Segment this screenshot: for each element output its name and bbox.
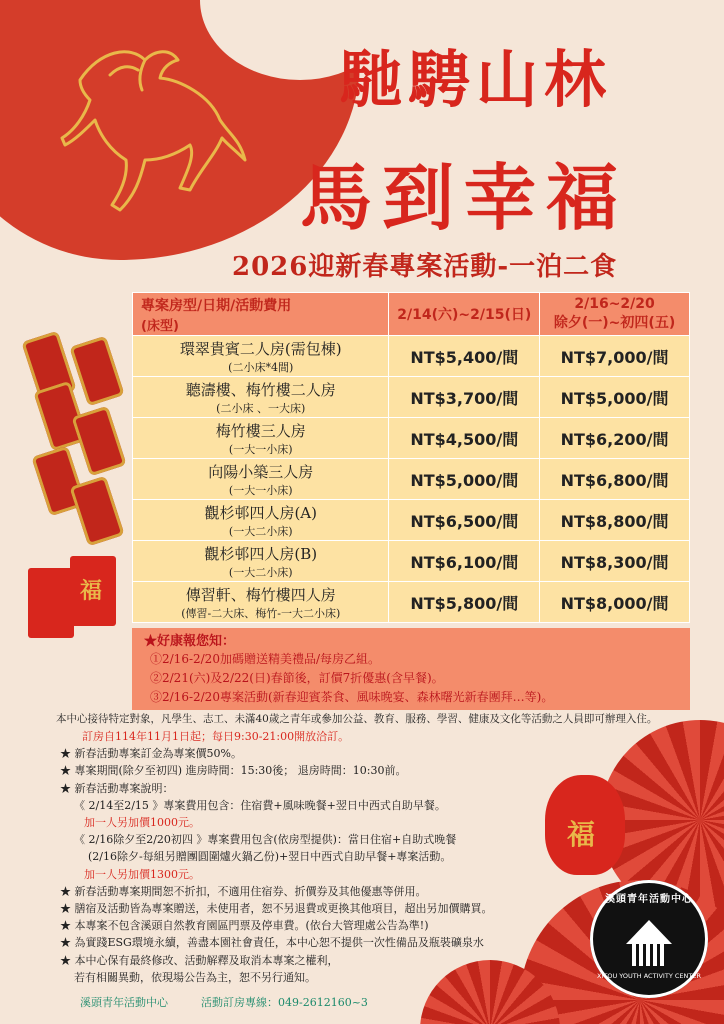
terms-item: 訂房自114年11月1日起；每日9:30-21:00開放洽訂。: [82, 730, 350, 743]
header-room-type: [133, 293, 389, 336]
price-newyear: NT$8,000/間: [540, 582, 690, 623]
header-date-weekend: 2/14(六)~2/15(日): [389, 293, 540, 336]
header-date-newyear-days: 除夕(一)~初四(五): [553, 315, 676, 331]
price-newyear: NT$8,300/間: [540, 541, 690, 582]
room-cell: [133, 418, 389, 459]
room-cell: [133, 500, 389, 541]
special-offers-box: [132, 628, 690, 710]
center-logo: [590, 880, 708, 998]
header-date-newyear: [540, 293, 690, 336]
price-weekend: NT$5,000/間: [389, 459, 540, 500]
terms-item: ★ 本專案不包含溪頭自然教育園區門票及停車費。(依台大管理處公告為準!): [60, 919, 429, 933]
eligibility-intro: 本中心接待特定對象，凡學生、志工、未滿40歲之青年或參加公益、教育、服務、學習、健康及文化等活動之人員即可辦理入住。: [56, 713, 658, 725]
table-row: [133, 418, 690, 459]
terms-item: ★ 膳宿及活動皆為專案贈送，未使用者，恕不另退費或更換其他項目，超出另加價購買。: [60, 902, 493, 916]
terms-item: 若有相關異動，依現場公告為主，恕不另行通知。: [74, 970, 316, 984]
red-envelope-icon: [70, 556, 116, 626]
terms-item: (2/16除夕-每組另贈團圓圍爐火鍋乙份)+翌日中西式自助早餐+專案活動。: [88, 850, 452, 864]
firecracker-icon: [69, 476, 124, 547]
room-name: 環翠貴賓二人房(需包棟): [179, 339, 342, 358]
price-weekend: NT$4,500/間: [389, 418, 540, 459]
logo-name-en: XITOU YOUTH ACTIVITY CENTER: [597, 972, 701, 980]
table-row: [133, 336, 690, 377]
firecracker-icon: [71, 406, 126, 477]
fu-character: 福: [567, 818, 596, 851]
price-newyear: NT$6,800/間: [540, 459, 690, 500]
offers-title: ★好康報您知：: [144, 634, 236, 649]
price-newyear: NT$5,000/間: [540, 377, 690, 418]
terms-item: ★ 新春活動專案訂金為專案價50%。: [60, 747, 242, 761]
table-row: [133, 459, 690, 500]
room-beds: (二小床*4間): [228, 360, 294, 374]
logo-building-icon: [632, 944, 666, 966]
firecracker-icon: [69, 336, 124, 407]
terms-item: 《 2/16除夕至2/20初四 》專案費用包含(依房型提供)：當日住宿+自助式晚餐: [74, 833, 457, 847]
header-bed-type-label: (床型): [141, 318, 179, 334]
header-room-type-label: 專案房型/日期/活動費用: [141, 297, 292, 314]
price-newyear: NT$8,800/間: [540, 500, 690, 541]
room-cell: [133, 336, 389, 377]
headline-line1: 馳騁山林: [340, 43, 613, 116]
footer-hotline-label: 活動訂房專線：: [201, 996, 278, 1009]
price-weekend: NT$5,400/間: [389, 336, 540, 377]
terms-list: [60, 728, 493, 986]
event-subtitle: 2026迎新春專案活動-一泊二食: [232, 252, 618, 282]
golden-horse-icon: [50, 20, 250, 220]
room-name: 向陽小築三人房: [208, 462, 314, 481]
footer-org: 溪頭青年活動中心: [80, 996, 168, 1009]
terms-item: 《 2/14至2/15 》專案費用包含：住宿費+風味晚餐+翌日中西式自助早餐。: [74, 798, 446, 812]
room-beds: (一大一小床): [228, 442, 293, 456]
logo-name-cn: 溪頭青年活動中心: [605, 894, 693, 905]
room-beds: (傳習-二大床、梅竹-一大二小床): [181, 606, 341, 620]
table-row: [133, 541, 690, 582]
terms-item: ★ 專案期間(除夕至初四) 進房時間：15:30後； 退房時間：10:30前。: [60, 764, 407, 778]
offer-item: ②2/21(六)及2/22(日)春節後，訂價7折優惠(含早餐)。: [150, 671, 444, 685]
room-beds: (一大二小床): [228, 565, 293, 579]
terms-item: 加一人另加價1300元。: [84, 867, 200, 881]
room-cell: [133, 541, 389, 582]
footer-contact: [80, 994, 368, 1010]
room-cell: [133, 582, 389, 623]
table-row: [133, 582, 690, 623]
terms-item: ★ 為實踐ESG環境永續，善盡本園社會責任，本中心恕不提供一次性備品及瓶裝礦泉水: [60, 936, 484, 950]
room-name: 傳習軒、梅竹樓四人房: [185, 585, 336, 604]
room-name: 聽濤樓、梅竹樓二人房: [185, 380, 336, 399]
room-cell: [133, 459, 389, 500]
price-newyear: NT$6,200/間: [540, 418, 690, 459]
red-envelope-icon: [28, 568, 74, 638]
offer-item: ①2/16-2/20加碼贈送精美禮品/每房乙組。: [150, 652, 380, 666]
headline-line2: 馬到幸福: [300, 155, 629, 240]
price-weekend: NT$6,500/間: [389, 500, 540, 541]
offer-item: ③2/16-2/20專案活動(新春迎賓茶食、風味晚宴、森林曙光新春團拜…等)。: [150, 690, 554, 704]
room-cell: [133, 377, 389, 418]
terms-item: ★ 本中心保有最終修改、活動解釋及取消本專案之權利，: [60, 953, 339, 967]
logo-building-icon: [626, 920, 672, 944]
lucky-bag-icon: [545, 775, 625, 875]
terms-item: ★ 新春活動專案說明：: [60, 781, 174, 795]
fu-character: 福: [80, 578, 103, 604]
room-name: 觀杉邨四人房(B): [204, 544, 318, 563]
header-date-newyear-range: 2/16~2/20: [574, 296, 655, 312]
price-weekend: NT$3,700/間: [389, 377, 540, 418]
table-row: [133, 500, 690, 541]
room-beds: (一大一小床): [228, 483, 293, 497]
room-name: 梅竹樓三人房: [215, 421, 306, 440]
terms-item: 加一人另加價1000元。: [84, 816, 200, 830]
price-newyear: NT$7,000/間: [540, 336, 690, 377]
room-beds: (一大二小床): [228, 524, 293, 538]
room-rate-table: [132, 292, 690, 623]
price-weekend: NT$5,800/間: [389, 582, 540, 623]
room-beds: (二小床 、一大床): [216, 401, 306, 415]
price-weekend: NT$6,100/間: [389, 541, 540, 582]
room-name: 觀杉邨四人房(A): [204, 503, 317, 522]
terms-item: ★ 新春活動專案期間恕不折扣，不適用住宿券、折價券及其他優惠等併用。: [60, 884, 427, 898]
table-row: [133, 377, 690, 418]
table-header-row: [133, 293, 690, 336]
footer-hotline-number[interactable]: 049-2612160~3: [278, 996, 368, 1009]
